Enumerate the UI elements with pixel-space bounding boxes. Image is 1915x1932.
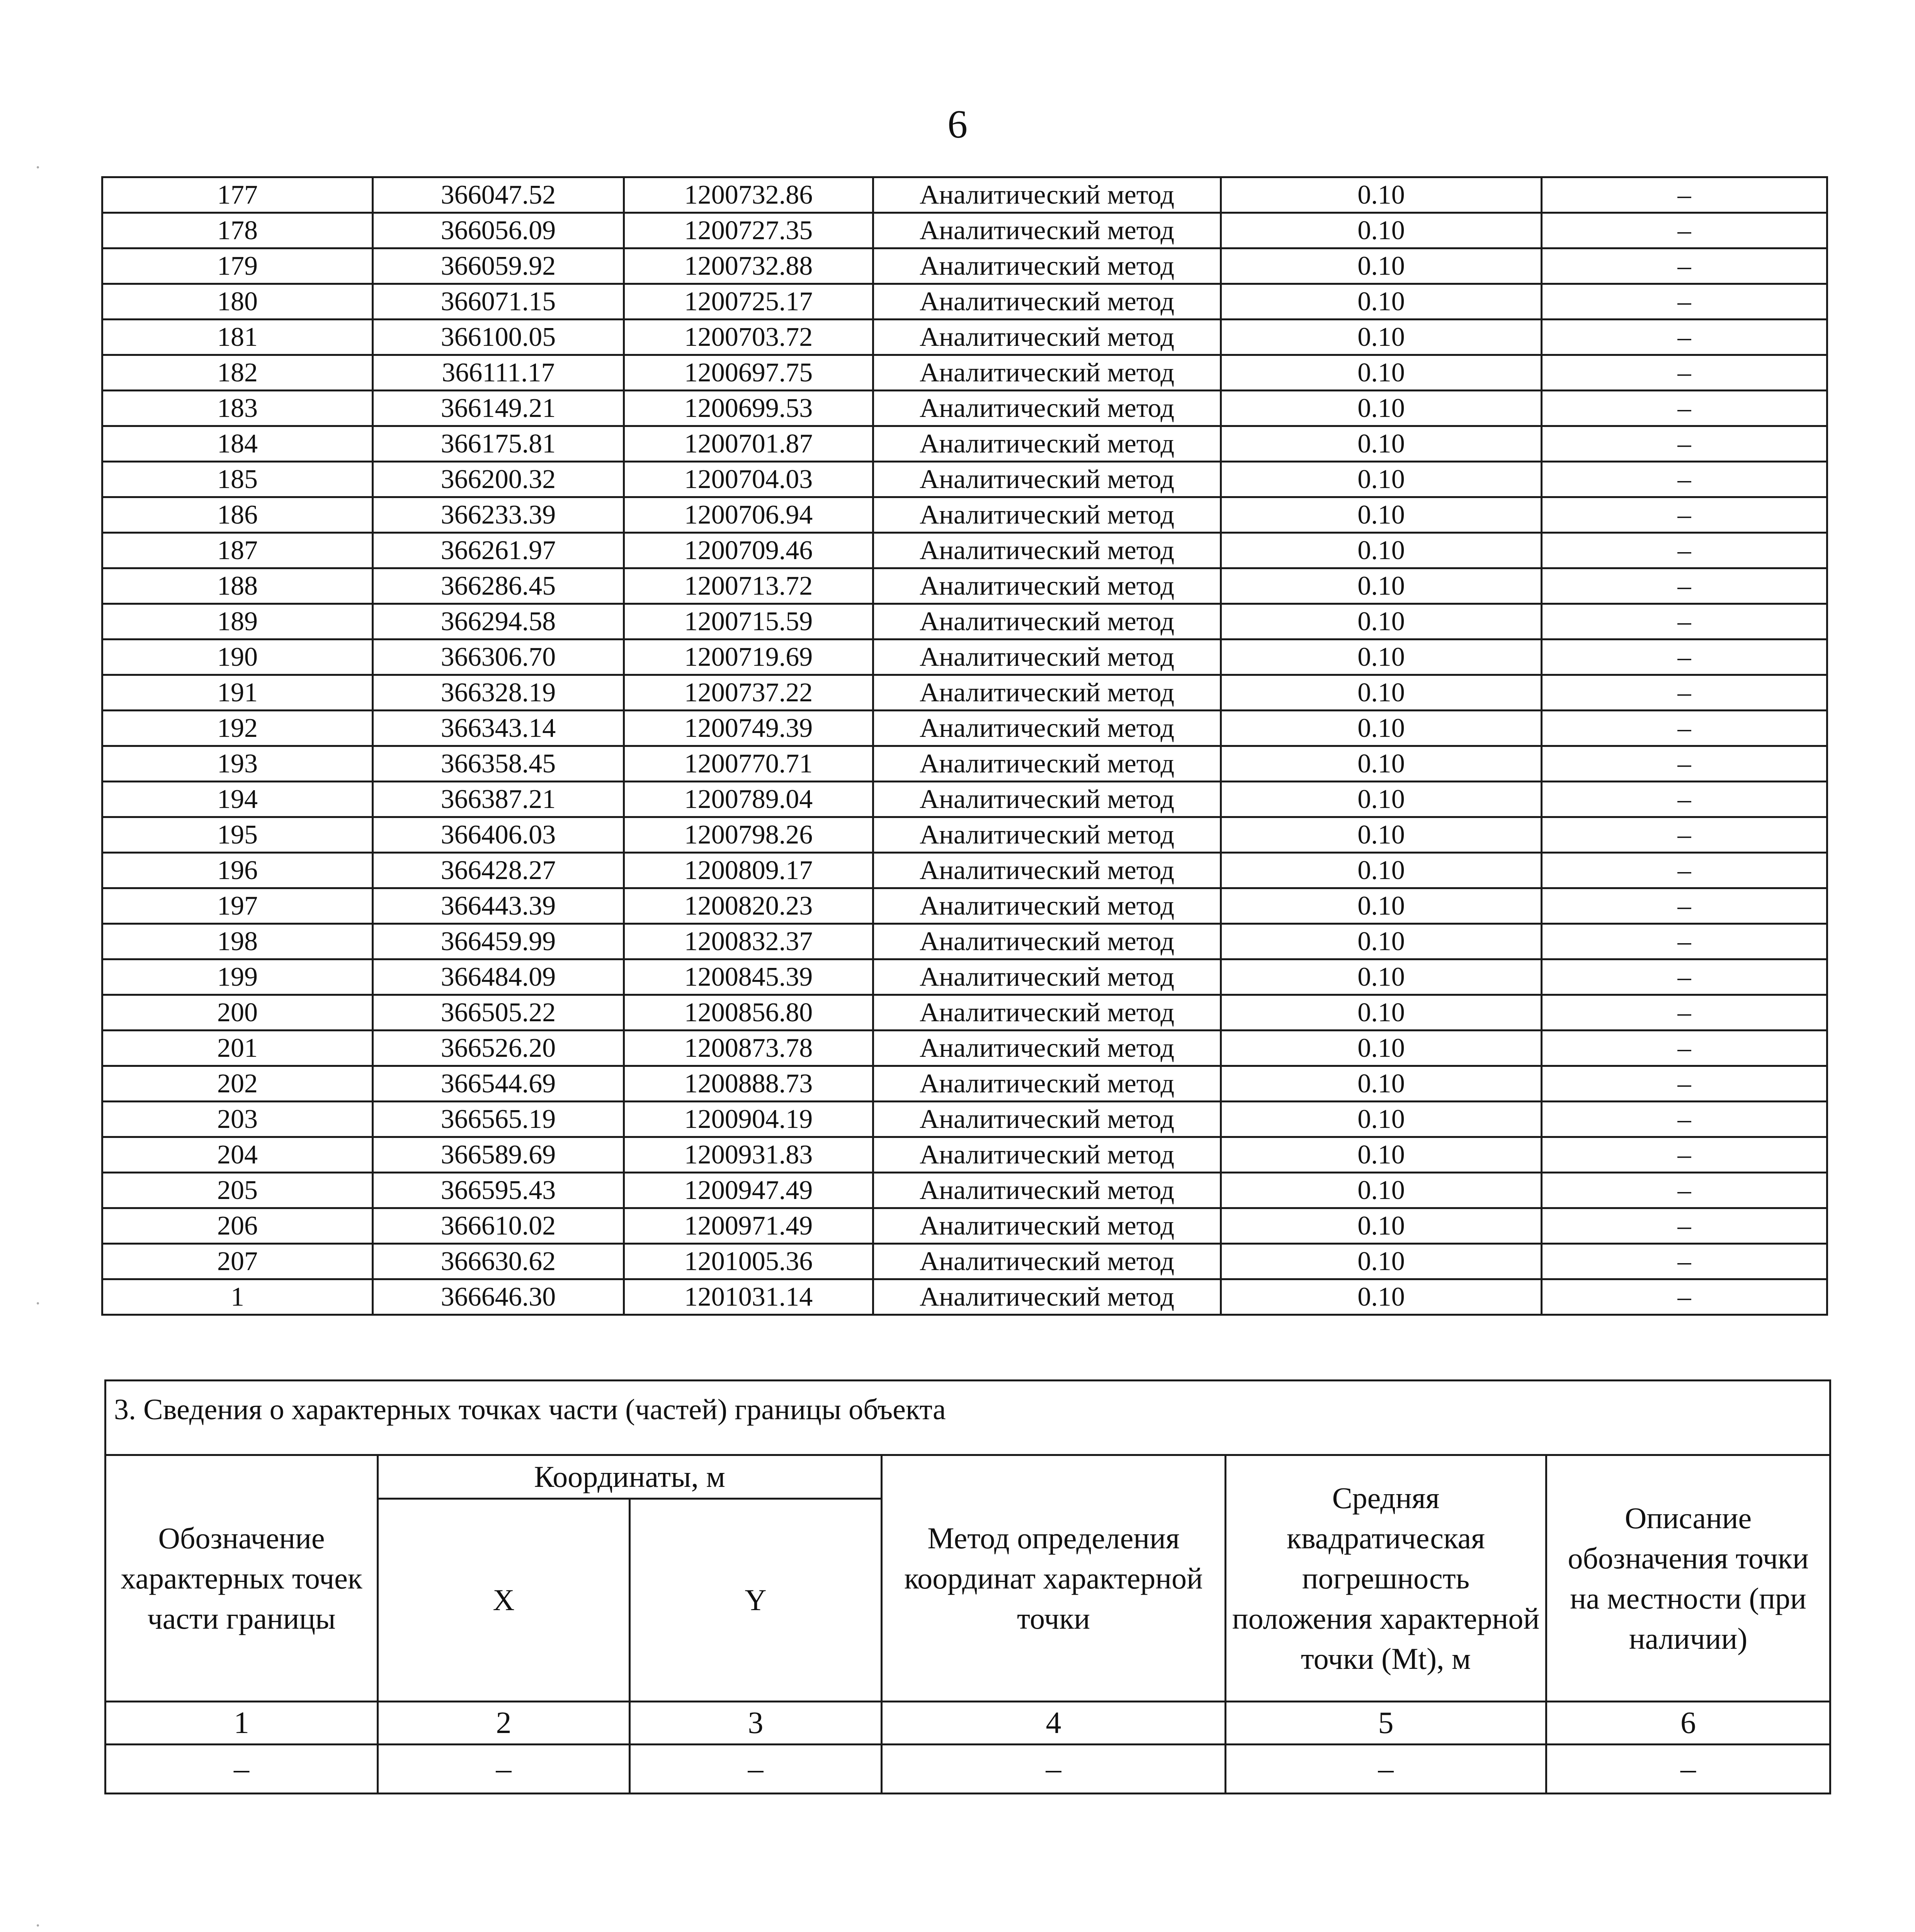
point-number-cell: 1 [102,1279,373,1315]
coord-y-cell: 1200971.49 [624,1208,873,1244]
description-cell: – [1542,320,1827,355]
error-value-cell: 0.10 [1221,1244,1542,1279]
point-number-cell: 203 [102,1102,373,1137]
description-cell: – [1542,1208,1827,1244]
coord-y-cell: 1200845.39 [624,959,873,995]
method-cell: Аналитический метод [873,284,1221,320]
table-row [102,426,1827,462]
description-cell: – [1542,1173,1827,1208]
method-cell: Аналитический метод [873,1244,1221,1279]
description-cell: – [1542,391,1827,426]
point-number-cell: 186 [102,497,373,533]
table-row [102,213,1827,248]
description-cell: – [1542,1244,1827,1279]
empty-cell: – [882,1745,1226,1794]
description-cell: – [1542,497,1827,533]
point-number-cell: 189 [102,604,373,639]
coord-x-cell: 366286.45 [373,568,624,604]
coord-x-cell: 366595.43 [373,1173,624,1208]
error-value-cell: 0.10 [1221,1066,1542,1102]
coord-y-cell: 1200789.04 [624,782,873,817]
coord-y-cell: 1200732.88 [624,248,873,284]
empty-cell: – [1226,1745,1546,1794]
coord-x-cell: 366630.62 [373,1244,624,1279]
point-number-cell: 190 [102,639,373,675]
coord-x-cell: 366406.03 [373,817,624,853]
error-value-cell: 0.10 [1221,248,1542,284]
page-number: 6 [947,102,968,146]
method-cell: Аналитический метод [873,320,1221,355]
coord-x-cell: 366071.15 [373,284,624,320]
method-cell: Аналитический метод [873,604,1221,639]
table-row [102,1244,1827,1279]
table-row [102,1173,1827,1208]
section3-title: 3. Сведения о характерных точках части (частей) границы объекта [105,1381,1830,1455]
error-value-cell: 0.10 [1221,1102,1542,1137]
method-cell: Аналитический метод [873,995,1221,1031]
error-value-cell: 0.10 [1221,1173,1542,1208]
error-value-cell: 0.10 [1221,426,1542,462]
method-cell: Аналитический метод [873,426,1221,462]
error-value-cell: 0.10 [1221,782,1542,817]
description-cell: – [1542,995,1827,1031]
point-number-cell: 185 [102,462,373,497]
coord-y-cell: 1200820.23 [624,888,873,924]
method-cell: Аналитический метод [873,746,1221,782]
description-cell: – [1542,1066,1827,1102]
coord-y-cell: 1200709.46 [624,533,873,568]
point-number-cell: 202 [102,1066,373,1102]
coord-y-cell: 1200725.17 [624,284,873,320]
coord-y-cell: 1200706.94 [624,497,873,533]
error-value-cell: 0.10 [1221,604,1542,639]
point-number-cell: 180 [102,284,373,320]
method-cell: Аналитический метод [873,959,1221,995]
description-cell: – [1542,177,1827,213]
description-cell: – [1542,213,1827,248]
table-row [102,746,1827,782]
method-cell: Аналитический метод [873,568,1221,604]
description-cell: – [1542,853,1827,888]
method-cell: Аналитический метод [873,817,1221,853]
table-row [102,568,1827,604]
coord-x-cell: 366056.09 [373,213,624,248]
coord-y-cell: 1200770.71 [624,746,873,782]
error-value-cell: 0.10 [1221,497,1542,533]
description-cell: – [1542,604,1827,639]
error-value-cell: 0.10 [1221,391,1542,426]
table-row [102,462,1827,497]
points-table [101,176,1828,1316]
column-number: 3 [630,1702,882,1745]
coord-x-cell: 366428.27 [373,853,624,888]
method-cell: Аналитический метод [873,248,1221,284]
method-cell: Аналитический метод [873,924,1221,959]
error-value-cell: 0.10 [1221,853,1542,888]
coord-x-cell: 366505.22 [373,995,624,1031]
description-cell: – [1542,782,1827,817]
error-value-cell: 0.10 [1221,355,1542,391]
coord-x-cell: 366358.45 [373,746,624,782]
method-cell: Аналитический метод [873,533,1221,568]
header-method: Метод определения координат характерной точки [882,1455,1226,1702]
point-number-cell: 193 [102,746,373,782]
description-cell: – [1542,462,1827,497]
column-number: 5 [1226,1702,1546,1745]
empty-cell: – [378,1745,630,1794]
coord-y-cell: 1200947.49 [624,1173,873,1208]
description-cell: – [1542,1137,1827,1173]
empty-cell: – [1546,1745,1830,1794]
point-number-cell: 184 [102,426,373,462]
table-row [102,355,1827,391]
point-number-cell: 191 [102,675,373,711]
coord-y-cell: 1201031.14 [624,1279,873,1315]
coord-y-cell: 1200727.35 [624,213,873,248]
point-number-cell: 178 [102,213,373,248]
error-value-cell: 0.10 [1221,568,1542,604]
table-row [102,284,1827,320]
error-value-cell: 0.10 [1221,462,1542,497]
method-cell: Аналитический метод [873,1031,1221,1066]
column-number: 1 [105,1702,378,1745]
table-row [102,959,1827,995]
point-number-cell: 206 [102,1208,373,1244]
method-cell: Аналитический метод [873,391,1221,426]
description-cell: – [1542,746,1827,782]
coord-x-cell: 366646.30 [373,1279,624,1315]
table-row [102,1208,1827,1244]
description-cell: – [1542,888,1827,924]
error-value-cell: 0.10 [1221,533,1542,568]
coord-x-cell: 366387.21 [373,782,624,817]
coord-y-cell: 1200798.26 [624,817,873,853]
error-value-cell: 0.10 [1221,959,1542,995]
coord-x-cell: 366149.21 [373,391,624,426]
method-cell: Аналитический метод [873,782,1221,817]
point-number-cell: 207 [102,1244,373,1279]
coord-y-cell: 1200873.78 [624,1031,873,1066]
point-number-cell: 194 [102,782,373,817]
coord-x-cell: 366343.14 [373,711,624,746]
coord-y-cell: 1200697.75 [624,355,873,391]
coord-y-cell: 1200888.73 [624,1066,873,1102]
coord-y-cell: 1200715.59 [624,604,873,639]
coord-y-cell: 1201005.36 [624,1244,873,1279]
coord-x-cell: 366200.32 [373,462,624,497]
column-number: 6 [1546,1702,1830,1745]
point-number-cell: 198 [102,924,373,959]
point-number-cell: 183 [102,391,373,426]
method-cell: Аналитический метод [873,462,1221,497]
error-value-cell: 0.10 [1221,746,1542,782]
error-value-cell: 0.10 [1221,1279,1542,1315]
error-value-cell: 0.10 [1221,284,1542,320]
coord-y-cell: 1200737.22 [624,675,873,711]
point-number-cell: 182 [102,355,373,391]
description-cell: – [1542,248,1827,284]
coord-y-cell: 1200904.19 [624,1102,873,1137]
point-number-cell: 187 [102,533,373,568]
coord-x-cell: 366459.99 [373,924,624,959]
coord-x-cell: 366443.39 [373,888,624,924]
coord-y-cell: 1200732.86 [624,177,873,213]
coord-y-cell: 1200701.87 [624,426,873,462]
coord-x-cell: 366544.69 [373,1066,624,1102]
point-number-cell: 195 [102,817,373,853]
coord-x-cell: 366610.02 [373,1208,624,1244]
point-number-cell: 201 [102,1031,373,1066]
point-number-cell: 197 [102,888,373,924]
table-row [102,248,1827,284]
point-number-cell: 177 [102,177,373,213]
coord-x-cell: 366261.97 [373,533,624,568]
empty-cell: – [630,1745,882,1794]
description-cell: – [1542,1102,1827,1137]
table-row [102,533,1827,568]
description-cell: – [1542,355,1827,391]
coord-x-cell: 366175.81 [373,426,624,462]
description-cell: – [1542,711,1827,746]
header-description: Описание обозначения точки на местности (при наличии) [1546,1455,1830,1702]
table-row [102,782,1827,817]
empty-cell: – [105,1745,378,1794]
table-row [102,853,1827,888]
coord-y-cell: 1200719.69 [624,639,873,675]
error-value-cell: 0.10 [1221,995,1542,1031]
table-row [102,1031,1827,1066]
error-value-cell: 0.10 [1221,1137,1542,1173]
coord-y-cell: 1200704.03 [624,462,873,497]
table-row [102,817,1827,853]
description-cell: – [1542,817,1827,853]
coord-y-cell: 1200703.72 [624,320,873,355]
coord-y-cell: 1200749.39 [624,711,873,746]
method-cell: Аналитический метод [873,711,1221,746]
error-value-cell: 0.10 [1221,639,1542,675]
coord-y-cell: 1200856.80 [624,995,873,1031]
column-number: 2 [378,1702,630,1745]
header-x: X [378,1499,630,1702]
table-row [102,711,1827,746]
table-row [102,1279,1827,1315]
error-value-cell: 0.10 [1221,675,1542,711]
table-row [102,1066,1827,1102]
method-cell: Аналитический метод [873,853,1221,888]
coord-x-cell: 366294.58 [373,604,624,639]
table-row [102,320,1827,355]
error-value-cell: 0.10 [1221,924,1542,959]
column-number: 4 [882,1702,1226,1745]
coord-x-cell: 366059.92 [373,248,624,284]
method-cell: Аналитический метод [873,639,1221,675]
header-coordinates: Координаты, м [378,1455,882,1499]
header-error: Средняя квадратическая погрешность положения характерной точки (Mt), м [1226,1455,1546,1702]
coord-x-cell: 366111.17 [373,355,624,391]
description-cell: – [1542,924,1827,959]
method-cell: Аналитический метод [873,888,1221,924]
coord-y-cell: 1200931.83 [624,1137,873,1173]
table-row [102,497,1827,533]
table-row [102,1102,1827,1137]
method-cell: Аналитический метод [873,1137,1221,1173]
error-value-cell: 0.10 [1221,177,1542,213]
section3-table [104,1379,1831,1794]
table-row [102,675,1827,711]
description-cell: – [1542,568,1827,604]
point-number-cell: 192 [102,711,373,746]
table-row [102,639,1827,675]
point-number-cell: 199 [102,959,373,995]
table-row [102,995,1827,1031]
error-value-cell: 0.10 [1221,817,1542,853]
coord-x-cell: 366233.39 [373,497,624,533]
header-designation: Обозначение характерных точек части границы [105,1455,378,1702]
description-cell: – [1542,675,1827,711]
header-y: Y [630,1499,882,1702]
coord-x-cell: 366484.09 [373,959,624,995]
method-cell: Аналитический метод [873,355,1221,391]
description-cell: – [1542,959,1827,995]
error-value-cell: 0.10 [1221,711,1542,746]
coord-y-cell: 1200832.37 [624,924,873,959]
method-cell: Аналитический метод [873,1279,1221,1315]
table-row [102,1137,1827,1173]
coord-x-cell: 366100.05 [373,320,624,355]
point-number-cell: 179 [102,248,373,284]
table-row [102,177,1827,213]
description-cell: – [1542,639,1827,675]
method-cell: Аналитический метод [873,1208,1221,1244]
error-value-cell: 0.10 [1221,320,1542,355]
method-cell: Аналитический метод [873,1173,1221,1208]
method-cell: Аналитический метод [873,213,1221,248]
coord-x-cell: 366565.19 [373,1102,624,1137]
coord-x-cell: 366526.20 [373,1031,624,1066]
description-cell: – [1542,284,1827,320]
error-value-cell: 0.10 [1221,213,1542,248]
description-cell: – [1542,1279,1827,1315]
coord-y-cell: 1200713.72 [624,568,873,604]
coord-x-cell: 366306.70 [373,639,624,675]
description-cell: – [1542,533,1827,568]
method-cell: Аналитический метод [873,1102,1221,1137]
point-number-cell: 204 [102,1137,373,1173]
point-number-cell: 181 [102,320,373,355]
table-row [102,924,1827,959]
coord-x-cell: 366589.69 [373,1137,624,1173]
coord-y-cell: 1200699.53 [624,391,873,426]
table-row [102,604,1827,639]
coord-x-cell: 366328.19 [373,675,624,711]
table-row [102,888,1827,924]
method-cell: Аналитический метод [873,177,1221,213]
coord-y-cell: 1200809.17 [624,853,873,888]
method-cell: Аналитический метод [873,1066,1221,1102]
error-value-cell: 0.10 [1221,1031,1542,1066]
coord-x-cell: 366047.52 [373,177,624,213]
method-cell: Аналитический метод [873,675,1221,711]
method-cell: Аналитический метод [873,497,1221,533]
point-number-cell: 196 [102,853,373,888]
description-cell: – [1542,1031,1827,1066]
point-number-cell: 188 [102,568,373,604]
description-cell: – [1542,426,1827,462]
point-number-cell: 200 [102,995,373,1031]
error-value-cell: 0.10 [1221,1208,1542,1244]
table-row [102,391,1827,426]
point-number-cell: 205 [102,1173,373,1208]
error-value-cell: 0.10 [1221,888,1542,924]
